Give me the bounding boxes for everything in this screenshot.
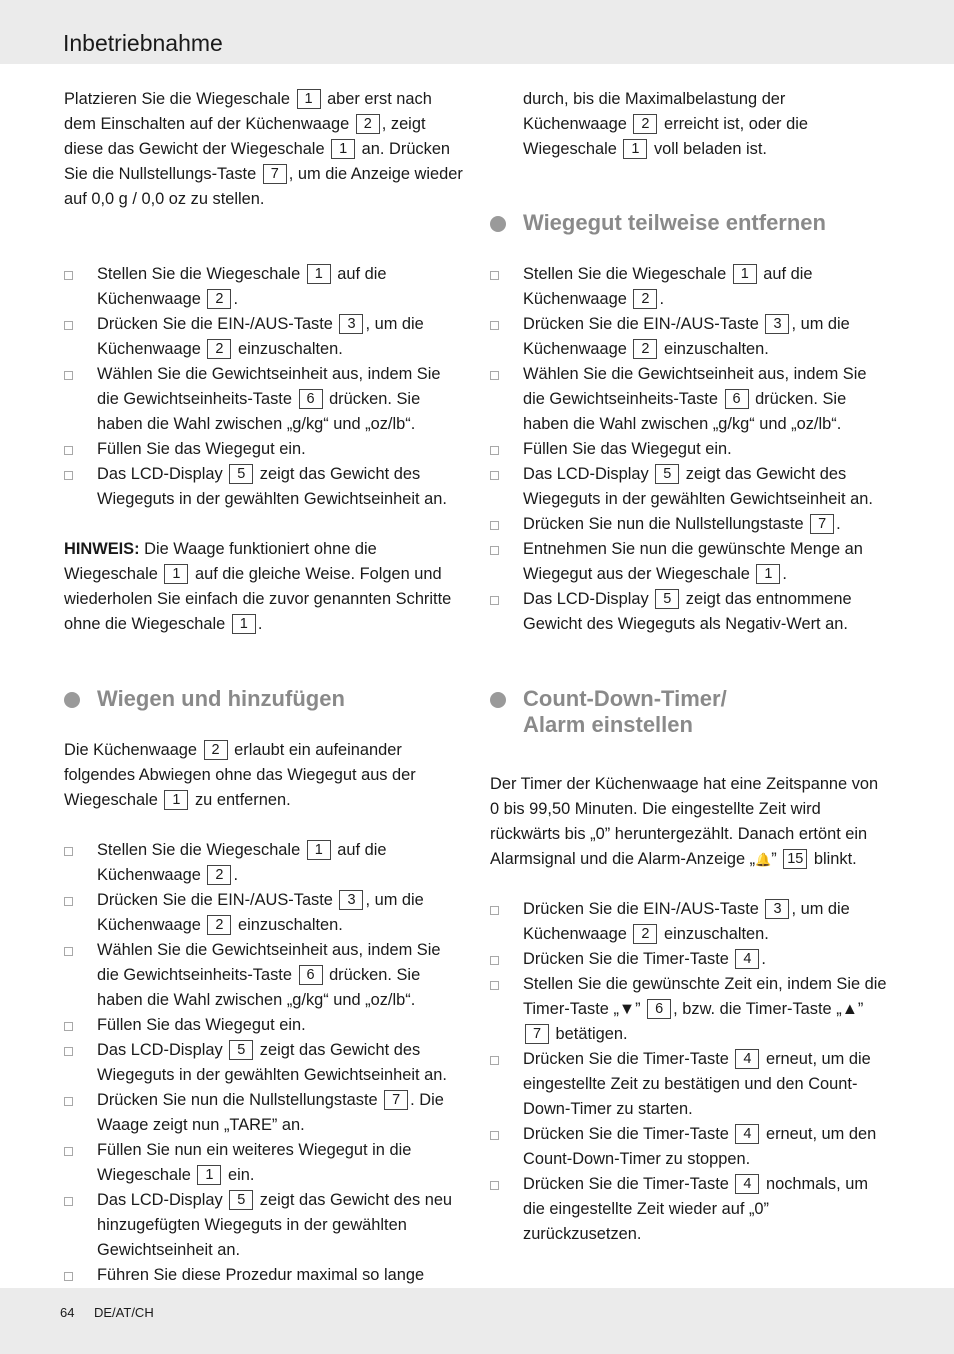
text-run: Platzieren Sie die Wiegeschale [64,90,295,108]
bullet-icon [64,1097,73,1106]
bullet-icon [64,897,73,906]
text-run: Füllen Sie das Wiegegut ein. [97,1016,306,1034]
text-run: durch, bis die Maximalbelastung der Küchenwaage [523,90,786,133]
ref-label: 1 [756,564,780,584]
bullet-icon [490,521,499,530]
list-item [490,1122,890,1172]
text-run: nochmals, um die eingestellte Zeit wieder auf „0” zurückzusetzen. [523,1175,869,1243]
text-run: Das LCD-Display [523,590,654,608]
ref-label: 2 [207,339,231,359]
text-run: Stellen Sie die gewünschte Zeit ein, indem Sie die Timer-Taste „ [523,975,887,1018]
bullet-icon [64,1197,73,1206]
bullet-icon [64,271,73,280]
text-run: einzuschalten. [659,925,769,943]
ref-label: 7 [525,1024,549,1044]
list-item [490,587,890,637]
text-run: auf die Küchenwaage [97,841,387,884]
text-run: Stellen Sie die Wiegeschale [523,265,731,283]
text-run: drücken. Sie haben die Wahl zwischen „g/kg“ und „oz/lb“. [523,390,847,433]
text-run: , um die Küchenwaage [97,315,424,358]
text-run: ” [771,850,782,868]
text-run: Drücken Sie die Timer-Taste [523,1175,734,1193]
text-run: Füllen Sie das Wiegegut ein. [523,440,732,458]
ref-label: 4 [735,1124,759,1144]
bullet-icon [490,546,499,555]
text-run: erreicht ist, oder die Wiegeschale [523,115,808,158]
text-run: Wiegegut teilweise entfernen [523,210,826,235]
ref-label: 1 [164,564,188,584]
section-heading [490,686,890,738]
text-run: erlaubt ein aufeinander folgendes Abwiegen ohne das Wiegegut aus der Wiegeschale [64,741,416,809]
list-item [64,1138,464,1188]
ref-label: 1 [733,264,757,284]
ref-label: 1 [623,139,647,159]
list-item [64,1188,464,1263]
continued-paragraph [490,87,890,162]
list-item [490,362,890,437]
text-run: Count-Down-Timer/ [523,686,727,711]
text-run: , um die Küchenwaage [97,891,424,934]
list-item [490,462,890,512]
text-run: , zeigt diese das Gewicht der Wiegeschale [64,115,426,158]
text-run: Drücken Sie die EIN-/AUS-Taste [97,891,338,909]
text-run: Wählen Sie die Gewichtseinheit aus, indem Sie die Gewichtseinheits-Taste [97,941,441,984]
bullet-icon [490,981,499,990]
steps-list [490,897,890,1247]
text-run: , um die Küchenwaage [523,900,850,943]
list-item [64,262,464,312]
text-run: Drücken Sie die EIN-/AUS-Taste [523,315,764,333]
ref-label: 5 [229,464,253,484]
section-bullet-icon [490,692,506,708]
ref-label: 4 [735,949,759,969]
bullet-icon [490,446,499,455]
text-run: auf die Küchenwaage [523,265,813,308]
text-run: aber erst nach dem Einschalten auf der Küchenwaage [64,90,432,133]
language-label: DE/AT/CH [94,1305,154,1320]
text-run: Füllen Sie das Wiegegut ein. [97,440,306,458]
page-footer [0,1288,954,1354]
triangle-down-icon: ▼ [618,1000,636,1018]
ref-label: 3 [339,314,363,334]
section-intro [490,772,890,872]
bullet-icon [64,471,73,480]
ref-label: 4 [735,1174,759,1194]
text-run: . [782,565,787,583]
ref-label: 6 [725,389,749,409]
text-run: Die Küchenwaage [64,741,202,759]
ref-label: 3 [339,890,363,910]
page-header [0,0,954,64]
list-item [64,1263,464,1288]
text-run: Alarm einstellen [523,712,693,737]
bullet-icon [64,1147,73,1156]
list-item [490,512,890,537]
text-run: betätigen. [551,1025,628,1043]
text-run: Der Timer der Küchenwaage hat eine Zeitspanne von 0 bis 99,50 Minuten. Die eingestellte Zeit wird rückwärts bis „0” heruntergezählt. Danach ertönt ein Alarmsignal und die Alarm-Anzeige „ [490,775,879,868]
steps-list [490,262,890,637]
right-column [490,87,890,1247]
text-run: zu entfernen. [190,791,291,809]
text-run: an. Drücken Sie die Nullstellungs-Taste [64,140,451,183]
section-heading [490,210,890,236]
text-run: ” [635,1000,646,1018]
list-item [64,1088,464,1138]
bullet-icon [490,471,499,480]
ref-label: 1 [307,264,331,284]
list-item [64,1038,464,1088]
text-run: . [233,866,239,884]
text-run: . [257,615,263,633]
bullet-icon [64,1272,73,1281]
intro-paragraph [64,87,464,212]
ref-label: 7 [263,164,287,184]
text-run: Drücken Sie die EIN-/AUS-Taste [97,315,338,333]
text-run: Drücken Sie die EIN-/AUS-Taste [523,900,764,918]
text-run: zeigt das Gewicht des Wiegeguts in der gewählten Gewichtseinheit an. [523,465,873,508]
text-run: ” [857,1000,864,1018]
bullet-icon [64,947,73,956]
list-item [490,1047,890,1122]
ref-label: 5 [655,589,679,609]
text-run: Entnehmen Sie nun die gewünschte Menge an Wiegegut aus der Wiegeschale [523,540,863,583]
text-run: . Die Waage zeigt nun „TARE” an. [97,1091,444,1134]
ref-label: 3 [765,899,789,919]
text-run: erneut, um die eingestellte Zeit zu bestätigen und den Count-Down-Timer zu starten. [523,1050,871,1118]
bullet-icon [490,371,499,380]
ref-label: 2 [356,114,380,134]
ref-label: 2 [633,924,657,944]
section-bullet-icon [490,216,506,232]
bullet-icon [490,321,499,330]
text-run: einzuschalten. [659,340,769,358]
ref-label: 1 [307,840,331,860]
bullet-icon [490,1131,499,1140]
text-run: , um die Küchenwaage [523,315,850,358]
bullet-icon [64,371,73,380]
list-item [64,437,464,462]
text-run: Drücken Sie nun die Nullstellungstaste [97,1091,383,1109]
ref-label: 4 [735,1049,759,1069]
text-run: , um die Anzeige wieder auf 0,0 g / 0,0 oz zu stellen. [64,165,463,208]
text-run: . [659,290,665,308]
ref-label: 6 [299,389,323,409]
ref-label: 2 [633,289,657,309]
bullet-icon [490,956,499,965]
list-item [490,897,890,947]
bullet-icon [490,906,499,915]
text-run: Drücken Sie nun die Nullstellungstaste [523,515,809,533]
ref-label: 7 [384,1090,408,1110]
list-item [490,972,890,1047]
text-run: zeigt das Gewicht des Wiegeguts in der gewählten Gewichtseinheit an. [97,465,447,508]
note-paragraph [64,537,464,637]
text-run: Drücken Sie die Timer-Taste [523,1050,734,1068]
left-column [64,87,464,1288]
list-item [490,312,890,362]
text-run: Stellen Sie die Wiegeschale [97,841,305,859]
text-run: , bzw. die Timer-Taste „ [673,1000,842,1018]
text-run: Das LCD-Display [97,1191,228,1209]
text-run: ein. [223,1166,255,1184]
ref-label: 2 [207,915,231,935]
ref-label: 6 [299,965,323,985]
ref-label: 7 [810,514,834,534]
ref-label: 1 [164,790,188,810]
ref-label: 5 [229,1190,253,1210]
bullet-icon [490,1056,499,1065]
page-number: 64 [60,1305,75,1320]
note-label: HINWEIS: [64,540,140,558]
list-item [490,537,890,587]
text-run: Wählen Sie die Gewichtseinheit aus, indem Sie die Gewichtseinheits-Taste [523,365,867,408]
ref-label: 2 [204,740,228,760]
ref-label: 6 [647,999,671,1019]
bullet-icon [64,1047,73,1056]
text-run: auf die Küchenwaage [97,265,387,308]
text-run: Wiegen und hinzufügen [97,686,345,711]
text-run: zeigt das Gewicht des neu hinzugefügten Wiegeguts in der gewählten Gewichtseinheit an. [97,1191,453,1259]
text-run: drücken. Sie haben die Wahl zwischen „g/kg“ und „oz/lb“. [97,390,421,433]
list-item [490,262,890,312]
ref-label: 3 [765,314,789,334]
text-run: Das LCD-Display [97,1041,228,1059]
section-intro [64,738,464,813]
list-item [490,1172,890,1247]
text-run: Drücken Sie die Timer-Taste [523,950,734,968]
text-run: Führen Sie diese Prozedur maximal so lange [97,1266,425,1284]
section-bullet-icon [64,692,80,708]
ref-label: 5 [655,464,679,484]
list-item [64,838,464,888]
text-run: . [761,950,766,968]
ref-label: 2 [633,339,657,359]
text-run: einzuschalten. [233,340,343,358]
ref-label: 2 [207,865,231,885]
bullet-icon [64,847,73,856]
bullet-icon [64,446,73,455]
ref-label: 1 [297,89,321,109]
text-run: Das LCD-Display [523,465,654,483]
triangle-up-icon: ▲ [841,1000,858,1018]
ref-label: 5 [229,1040,253,1060]
bullet-icon [490,271,499,280]
steps-list [64,262,464,512]
ref-label: 1 [232,614,256,634]
ref-label: 2 [207,289,231,309]
ref-label: 15 [783,849,807,869]
bullet-icon [64,1022,73,1031]
bell-icon: 🔔 [755,852,772,867]
text-run: einzuschalten. [233,916,343,934]
section-heading [64,686,464,712]
list-item [490,947,890,972]
text-run: voll beladen ist. [649,140,767,158]
text-run: Wählen Sie die Gewichtseinheit aus, indem Sie die Gewichtseinheits-Taste [97,365,441,408]
list-item [64,888,464,938]
text-run: . [233,290,239,308]
list-item [490,437,890,462]
text-run: zeigt das entnommene Gewicht des Wiegeguts als Negativ-Wert an. [523,590,852,633]
bullet-icon [490,596,499,605]
list-item [64,362,464,437]
list-item [64,1013,464,1038]
ref-label: 1 [331,139,355,159]
text-run: Die Waage funktioniert ohne die Wiegeschale [64,540,377,583]
list-item [64,312,464,362]
steps-list [64,838,464,1288]
ref-label: 2 [633,114,657,134]
text-run: drücken. Sie haben die Wahl zwischen „g/kg“ und „oz/lb“. [97,966,421,1009]
bullet-icon [64,321,73,330]
ref-label: 1 [197,1165,221,1185]
text-run: auf die gleiche Weise. Folgen und wiederholen Sie einfach die zuvor genannten Schritte ohne die Wiegeschale [64,565,452,633]
text-run: erneut, um den Count-Down-Timer zu stoppen. [523,1125,877,1168]
text-run: Drücken Sie die Timer-Taste [523,1125,734,1143]
text-run: blinkt. [809,850,857,868]
bullet-icon [490,1181,499,1190]
list-item [64,462,464,512]
text-run: Füllen Sie nun ein weiteres Wiegegut in die Wiegeschale [97,1141,412,1184]
text-run: zeigt das Gewicht des Wiegeguts in der gewählten Gewichtseinheit an. [97,1041,447,1084]
page-title: Inbetriebnahme [63,30,223,56]
text-run: Stellen Sie die Wiegeschale [97,265,305,283]
text-run: Das LCD-Display [97,465,228,483]
list-item [64,938,464,1013]
text-run: . [836,515,841,533]
